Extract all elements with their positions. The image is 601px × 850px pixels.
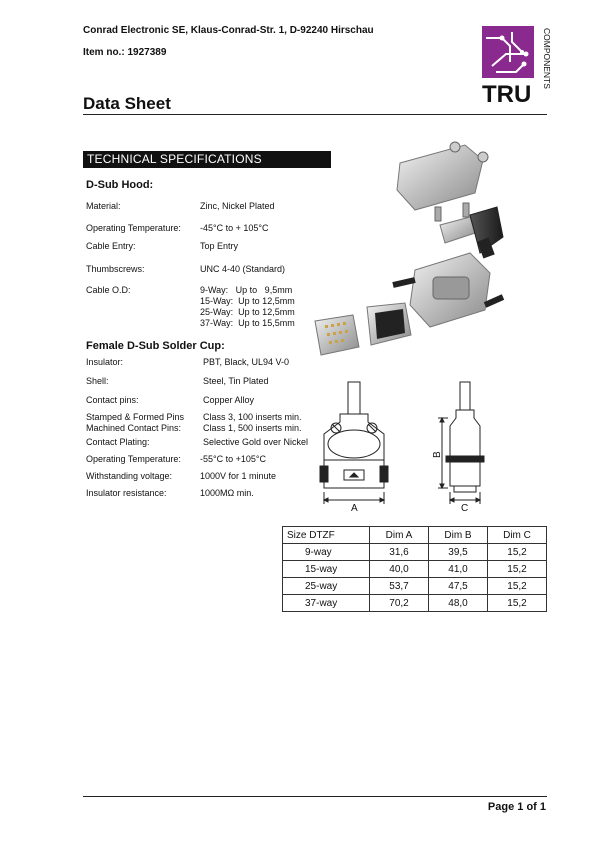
table-cell: 15,2 — [488, 561, 547, 578]
hood-value: Top Entry — [200, 241, 239, 251]
cup-value: 1000V for 1 minute — [200, 471, 277, 481]
cup-label: Contact pins: — [86, 395, 139, 405]
page-number: Page 1 of 1 — [487, 801, 546, 813]
hood-heading: D-Sub Hood: — [86, 179, 154, 191]
table-header: Dim C — [488, 527, 547, 544]
dim-c-label: C — [461, 503, 469, 514]
hood-value: 9-Way: Up to 9,5mm 15-Way: Up to 12,5mm 25-Way: Up to 12,5mm 37-Way: Up to 15,5mm — [200, 285, 295, 328]
title-rule — [83, 114, 547, 115]
cup-label: Insulator resistance: — [86, 488, 167, 498]
table-row — [283, 578, 547, 595]
cup-value: Steel, Tin Plated — [203, 376, 269, 386]
table-cell: 39,5 — [429, 544, 488, 561]
cup-heading: Female D-Sub Solder Cup: — [86, 340, 225, 352]
table-row — [283, 595, 547, 612]
dimension-drawing — [310, 378, 510, 516]
dim-a-label: A — [351, 503, 358, 514]
table-header-row — [283, 527, 547, 544]
table-row — [283, 561, 547, 578]
item-number: Item no.: 1927389 — [83, 47, 167, 58]
footer-rule — [83, 796, 547, 797]
logo-wordmark: TRU — [482, 81, 532, 108]
hood-value: UNC 4-40 (Standard) — [200, 264, 286, 274]
hood-label: Cable O.D: — [86, 285, 131, 295]
hood-value: -45°C to + 105°C — [200, 223, 269, 233]
table-cell: 25-way — [283, 578, 370, 595]
hood-label: Operating Temperature: — [86, 223, 181, 233]
table-cell: 53,7 — [370, 578, 429, 595]
cup-label: Withstanding voltage: — [86, 471, 173, 481]
table-cell: 15-way — [283, 561, 370, 578]
cup-label: Operating Temperature: — [86, 454, 181, 464]
section-bar: TECHNICAL SPECIFICATIONS — [83, 151, 331, 168]
hood-label: Material: — [86, 201, 121, 211]
product-exploded-view — [305, 135, 505, 370]
cup-label: Shell: — [86, 376, 109, 386]
dimension-table — [282, 526, 547, 612]
page-title: Data Sheet — [83, 94, 171, 113]
cup-value: Selective Gold over Nickel — [203, 437, 309, 447]
table-cell: 41,0 — [429, 561, 488, 578]
cup-value: Class 3, 100 inserts min. Class 1, 500 inserts min. — [203, 412, 302, 433]
table-cell: 40,0 — [370, 561, 429, 578]
cup-value: -55°C to +105°C — [200, 454, 266, 464]
hood-label: Cable Entry: — [86, 241, 136, 251]
cup-value: Copper Alloy — [203, 395, 255, 405]
cup-label: Insulator: — [86, 357, 124, 367]
cup-value: PBT, Black, UL94 V-0 — [203, 357, 290, 367]
table-cell: 15,2 — [488, 578, 547, 595]
table-cell: 9-way — [283, 544, 370, 561]
dim-b-label: B — [432, 451, 443, 458]
table-cell: 15,2 — [488, 544, 547, 561]
table-cell: 47,5 — [429, 578, 488, 595]
table-row — [283, 544, 547, 561]
table-cell: 31,6 — [370, 544, 429, 561]
cup-label: Contact Plating: — [86, 437, 150, 447]
hood-label: Thumbscrews: — [86, 264, 145, 274]
table-cell: 15,2 — [488, 595, 547, 612]
hood-value: Zinc, Nickel Plated — [200, 201, 275, 211]
cup-label: Stamped & Formed Pins Machined Contact Pins: — [86, 412, 185, 433]
table-header: Dim B — [429, 527, 488, 544]
table-cell: 70,2 — [370, 595, 429, 612]
cup-value: 1000MΩ min. — [200, 488, 254, 498]
table-header: Size DTZF — [283, 527, 370, 544]
logo-side-text: COMPONENTS — [542, 28, 552, 89]
table-cell: 37-way — [283, 595, 370, 612]
company-address: Conrad Electronic SE, Klaus-Conrad-Str. 1, D-92240 Hirschau — [83, 25, 374, 36]
tru-components-logo — [482, 26, 552, 108]
table-header: Dim A — [370, 527, 429, 544]
table-cell: 48,0 — [429, 595, 488, 612]
